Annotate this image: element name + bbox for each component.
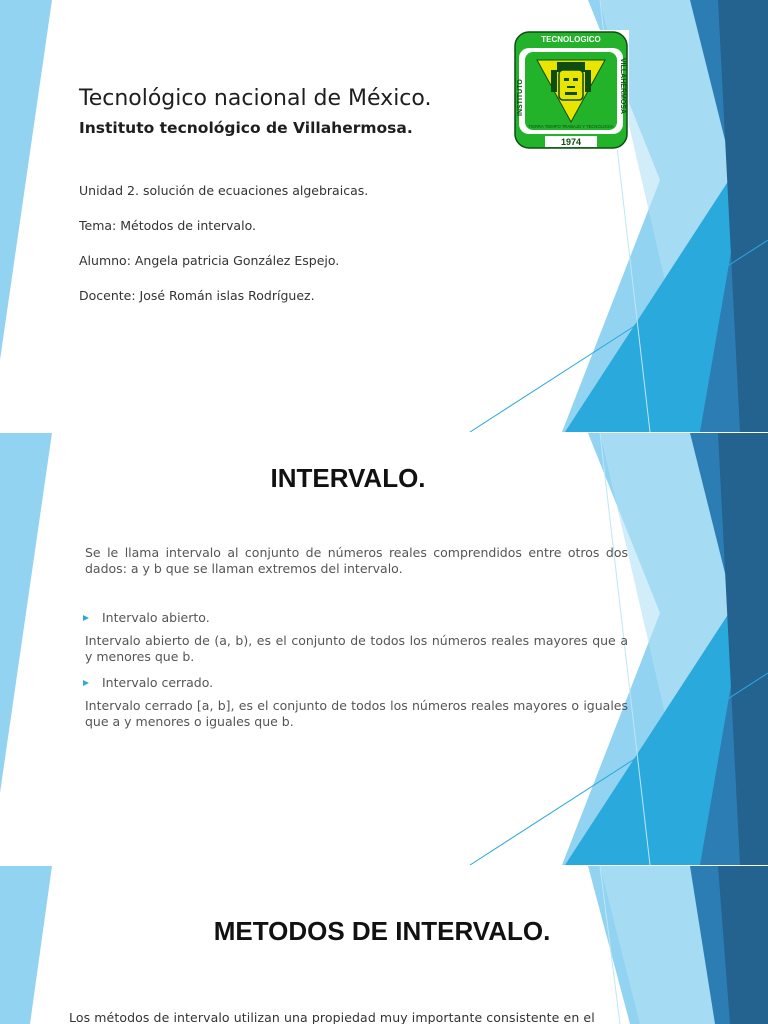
intervalo-definition: Se le llama intervalo al conjunto de números reales comprendidos entre otros dos dados: a y b que se llaman extremos del intervalo. — [85, 545, 628, 576]
logo-right-text: VILLAHERMOSA — [619, 58, 626, 114]
slide-3-paragraph: Los métodos de intervalo utilizan una propiedad muy importante consistente en el — [69, 1010, 595, 1024]
bullet-intervalo-abierto — [83, 610, 210, 625]
alumno-line: Alumno: Angela patricia González Espejo. — [79, 253, 340, 268]
slide-1 — [0, 0, 768, 432]
slide-1-background-shapes — [0, 0, 768, 432]
logo-year: 1974 — [560, 137, 582, 147]
logo-left-text: INSTITUTO — [517, 79, 524, 116]
slide-1-subtitle: Instituto tecnológico de Villahermosa. — [79, 119, 413, 137]
school-logo — [513, 30, 629, 150]
bullet-intervalo-cerrado — [83, 675, 213, 690]
bullet-intervalo-cerrado-label: Intervalo cerrado. — [102, 675, 214, 690]
slide-2-title: INTERVALO. — [270, 463, 426, 493]
intervalo-abierto-description: Intervalo abierto de (a, b), es el conjunto de todos los números reales mayores que a y menores que b. — [85, 633, 628, 664]
logo-motto: TIERRA TIEMPO TRABAJO Y TECNOLOGIA — [528, 124, 614, 129]
slide-2 — [0, 433, 768, 865]
slide-3 — [0, 866, 768, 1024]
docente-line: Docente: José Román islas Rodríguez. — [79, 288, 315, 303]
bullet-arrow-icon — [83, 680, 89, 686]
slide-1-title: Tecnológico nacional de México. — [79, 86, 432, 111]
intervalo-cerrado-description: Intervalo cerrado [a, b], es el conjunto de todos los números reales mayores o iguales que a y menores o iguales que b. — [85, 698, 628, 729]
tema-line: Tema: Métodos de intervalo. — [79, 218, 256, 233]
bullet-arrow-icon — [83, 615, 89, 621]
logo-top-text: TECNOLOGICO — [541, 35, 601, 44]
bullet-intervalo-abierto-label: Intervalo abierto. — [102, 610, 210, 625]
unidad-line: Unidad 2. solución de ecuaciones algebraicas. — [79, 183, 369, 198]
slide-3-title: METODOS DE INTERVALO. — [213, 916, 551, 946]
